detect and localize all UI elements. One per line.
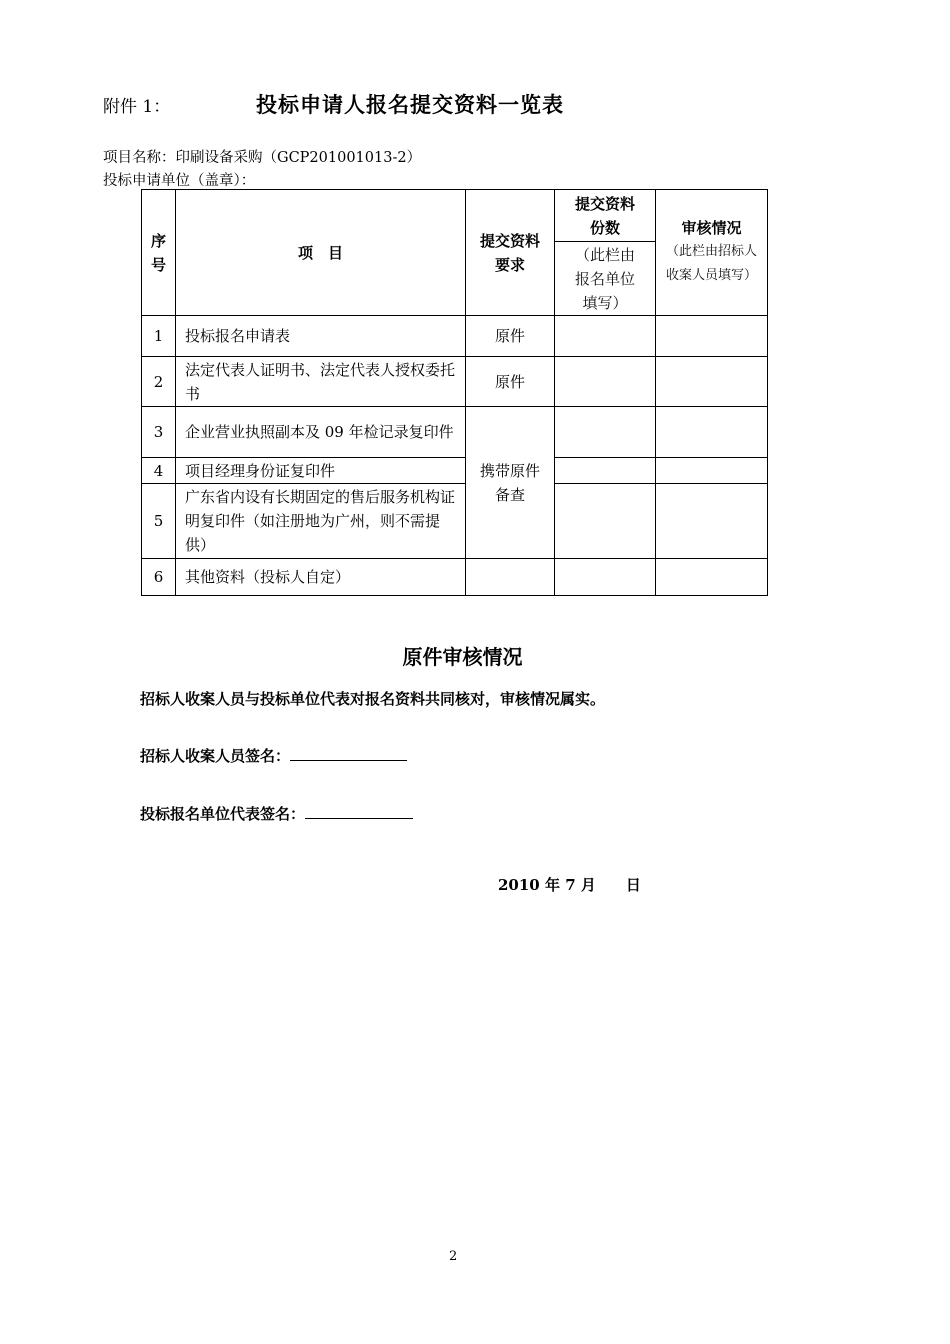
- header-requirement: 提交资料要求: [466, 190, 555, 316]
- table-header-row: [142, 190, 768, 242]
- applicant-unit-line: 投标申请单位（盖章）：: [103, 173, 256, 189]
- table-row: [142, 316, 768, 357]
- row-item: 企业营业执照副本及 09 年检记录复印件: [176, 407, 466, 458]
- review-statement: 招标人收案人员与投标单位代表对报名资料共同核对，审核情况属实。: [140, 690, 606, 708]
- header-review: [656, 190, 768, 316]
- date-line: 2010 年 7 月 日: [498, 876, 641, 894]
- row-review-cell[interactable]: [656, 316, 768, 357]
- row-review-cell[interactable]: [656, 559, 768, 596]
- receiver-signature-line[interactable]: [290, 746, 407, 761]
- row-no: 1: [142, 316, 176, 357]
- row-no: 4: [142, 458, 176, 484]
- receiver-signature-row: [140, 745, 407, 766]
- table-row: [142, 559, 768, 596]
- row-item: 投标报名申请表: [176, 316, 466, 357]
- header-item: 项 目: [176, 190, 466, 316]
- row-review-cell[interactable]: [656, 357, 768, 407]
- row-copies-cell[interactable]: [555, 316, 656, 357]
- row-copies-cell[interactable]: [555, 357, 656, 407]
- page-number: 2: [449, 1249, 458, 1264]
- table-row: [142, 407, 768, 458]
- header-copies-note: （此栏由报名单位填写）: [555, 242, 656, 316]
- project-name-line: 项目名称：印刷设备采购（GCP201001013-2）: [103, 150, 422, 166]
- row-review-cell[interactable]: [656, 484, 768, 559]
- row-requirement: 携带原件备查: [466, 407, 555, 559]
- row-item: 其他资料（投标人自定）: [176, 559, 466, 596]
- row-item: 法定代表人证明书、法定代表人授权委托书: [176, 357, 466, 407]
- row-requirement: 原件: [466, 357, 555, 407]
- row-no: 3: [142, 407, 176, 458]
- row-review-cell[interactable]: [656, 458, 768, 484]
- receiver-signature-label: 招标人收案人员签名：: [140, 747, 291, 765]
- row-no: 2: [142, 357, 176, 407]
- row-requirement: [466, 559, 555, 596]
- table-row: [142, 458, 768, 484]
- header-copies: 提交资料份数: [555, 190, 656, 242]
- row-copies-cell[interactable]: [555, 407, 656, 458]
- row-copies-cell[interactable]: [555, 458, 656, 484]
- row-item: 广东省内设有长期固定的售后服务机构证明复印件（如注册地为广州，则不需提供）: [176, 484, 466, 559]
- submission-table: [141, 189, 768, 596]
- row-item: 项目经理身份证复印件: [176, 458, 466, 484]
- row-no: 6: [142, 559, 176, 596]
- review-section-title: 原件审核情况: [402, 645, 523, 669]
- row-copies-cell[interactable]: [555, 484, 656, 559]
- row-no: 5: [142, 484, 176, 559]
- header-review-note: （此栏由招标人收案人员填写）: [665, 244, 757, 283]
- row-requirement: 原件: [466, 316, 555, 357]
- table-row: [142, 484, 768, 559]
- row-review-cell[interactable]: [656, 407, 768, 458]
- bidder-signature-row: [140, 803, 413, 824]
- bidder-signature-line[interactable]: [305, 804, 413, 819]
- bidder-signature-label: 投标报名单位代表签名：: [140, 805, 306, 823]
- attachment-label: 附件 1：: [103, 97, 171, 117]
- header-no: 序号: [142, 190, 176, 316]
- table-row: [142, 357, 768, 407]
- row-copies-cell[interactable]: [555, 559, 656, 596]
- header-review-label: 审核情况: [681, 219, 742, 237]
- page-title: 投标申请人报名提交资料一览表: [256, 92, 564, 117]
